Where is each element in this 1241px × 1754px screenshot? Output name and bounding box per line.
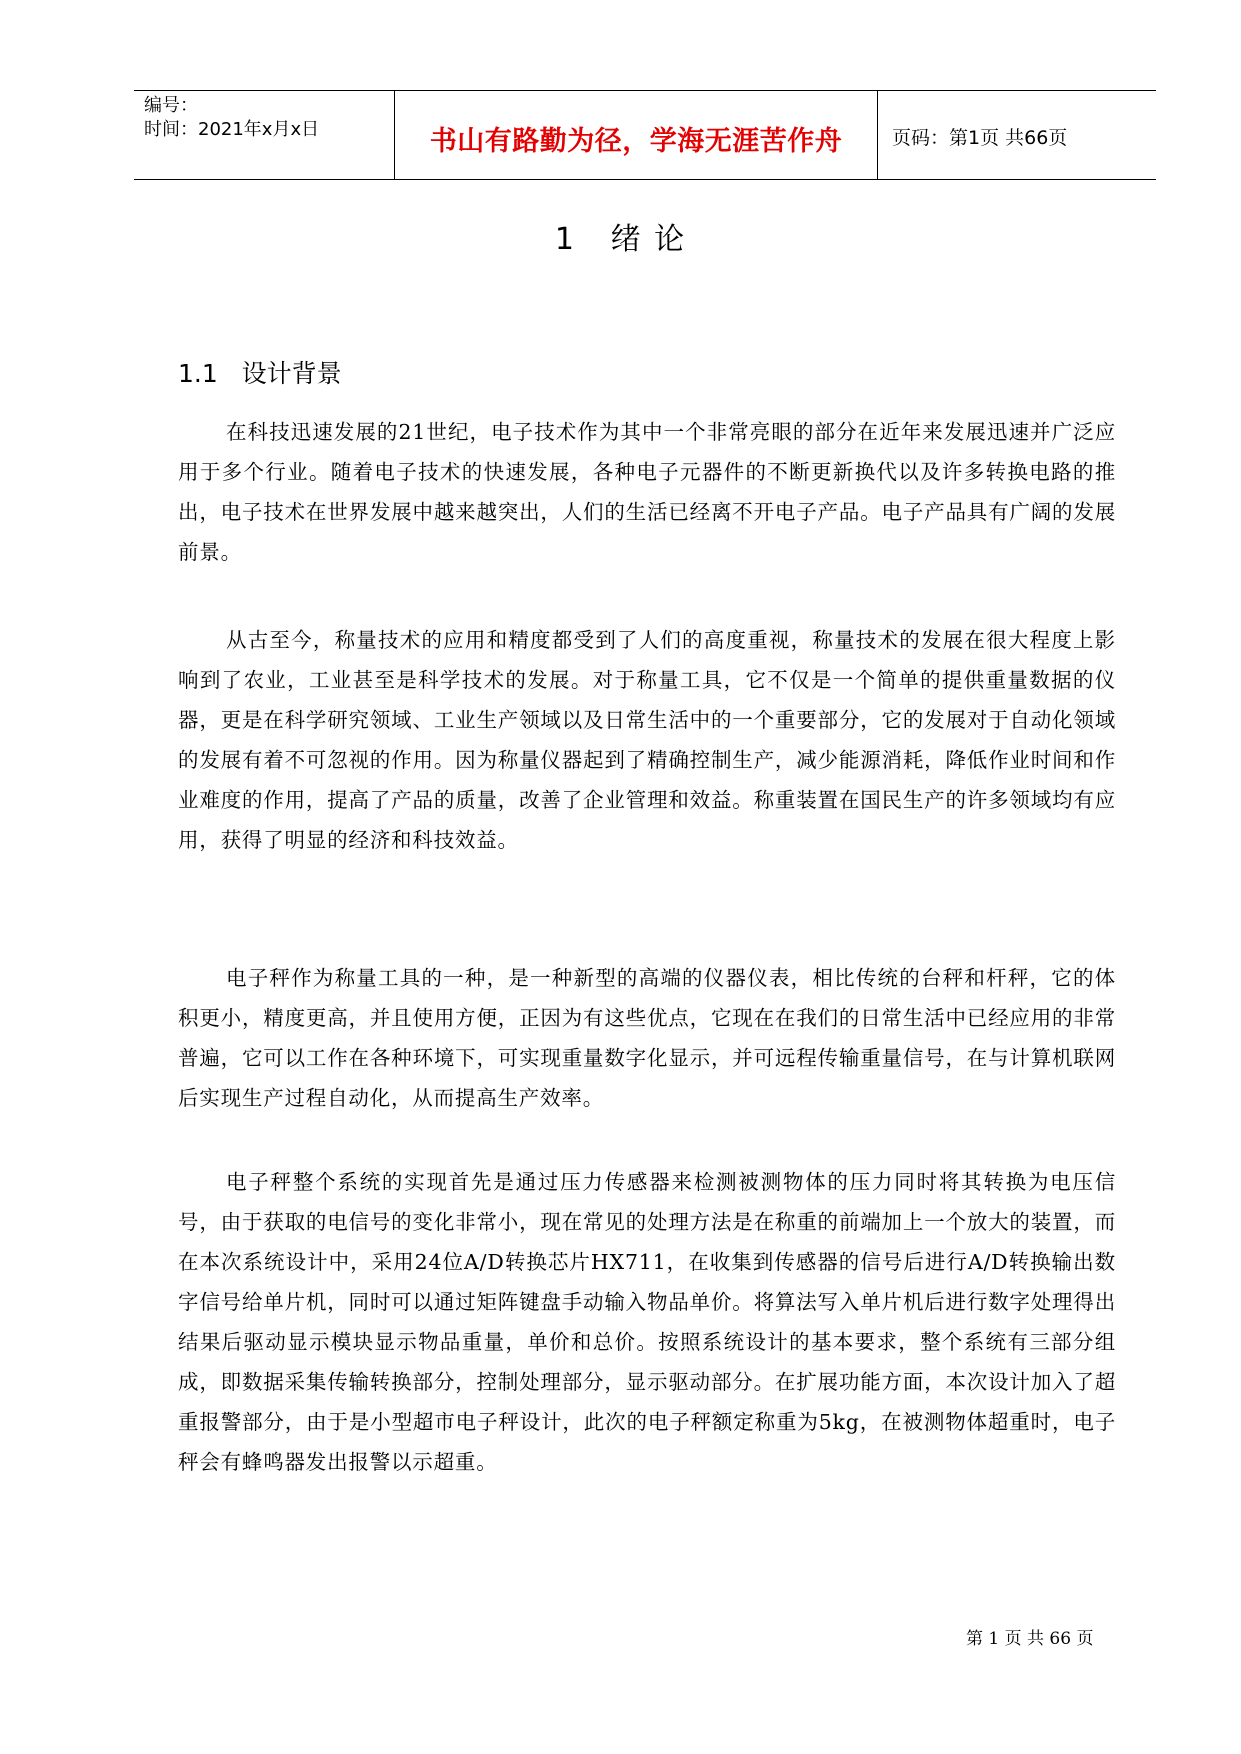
page-footer: 第 1 页 共 66 页	[966, 1629, 1094, 1649]
header-motto-cell	[394, 91, 878, 180]
header-meta-cell	[134, 91, 394, 180]
header-page-code-cell	[878, 91, 1156, 180]
time-label: 时间：2021年x月x日	[144, 119, 320, 140]
page-header	[134, 90, 1156, 180]
paragraph-3: 电子秤作为称量工具的一种，是一种新型的高端的仪器仪表，相比传统的台秤和杆秤，它的体积更小，精度更高，并且使用方便，正因为有这些优点，它现在在我们的日常生活中已经应用的非常普遍，它可以工作在各种环境下，可实现重量数字化显示，并可远程传输重量信号，在与计算机联网后实现生产过程自动化，从而提高生产效率。	[178, 966, 1116, 1110]
paragraph-1: 在科技迅速发展的21世纪，电子技术作为其中一个非常亮眼的部分在近年来发展迅速并广泛应用于多个行业。随着电子技术的快速发展，各种电子元器件的不断更新换代以及许多转换电路的推出，电子技术在世界发展中越来越突出，人们的生活已经离不开电子产品。电子产品具有广阔的发展前景。	[178, 420, 1116, 564]
section-title: 1.1 设计背景	[178, 359, 342, 388]
paragraph-2: 从古至今，称量技术的应用和精度都受到了人们的高度重视，称量技术的发展在很大程度上影响到了农业，工业甚至是科学技术的发展。对于称量工具，它不仅是一个简单的提供重量数据的仪器，更是在科学研究领域、工业生产领域以及日常生活中的一个重要部分，它的发展对于自动化领域的发展有着不可忽视的作用。因为称量仪器起到了精确控制生产，减少能源消耗，降低作业时间和作业难度的作用，提高了产品的质量，改善了企业管理和效益。称重装置在国民生产的许多领域均有应用，获得了明显的经济和科技效益。	[178, 628, 1116, 852]
number-label: 编号：	[144, 95, 198, 116]
chapter-title: 1 绪 论	[554, 222, 687, 257]
page-code: 页码：第1页 共66页	[892, 127, 1068, 149]
motto-text: 书山有路勤为径，学海无涯苦作舟	[429, 126, 843, 157]
paragraph-4: 电子秤整个系统的实现首先是通过压力传感器来检测被测物体的压力同时将其转换为电压信号，由于获取的电信号的变化非常小，现在常见的处理方法是在称重的前端加上一个放大的装置，而在本次系统设计中，采用24位A/D转换芯片HX711，在收集到传感器的信号后进行A/D转换输出数字信号给单片机，同时可以通过矩阵键盘手动输入物品单价。将算法写入单片机后进行数字处理得出结果后驱动显示模块显示物品重量，单价和总价。按照系统设计的基本要求，整个系统有三部分组成，即数据采集传输转换部分，控制处理部分，显示驱动部分。在扩展功能方面，本次设计加入了超重报警部分，由于是小型超市电子秤设计，此次的电子秤额定称重为5kg，在被测物体超重时，电子秤会有蜂鸣器发出报警以示超重。	[178, 1170, 1116, 1474]
